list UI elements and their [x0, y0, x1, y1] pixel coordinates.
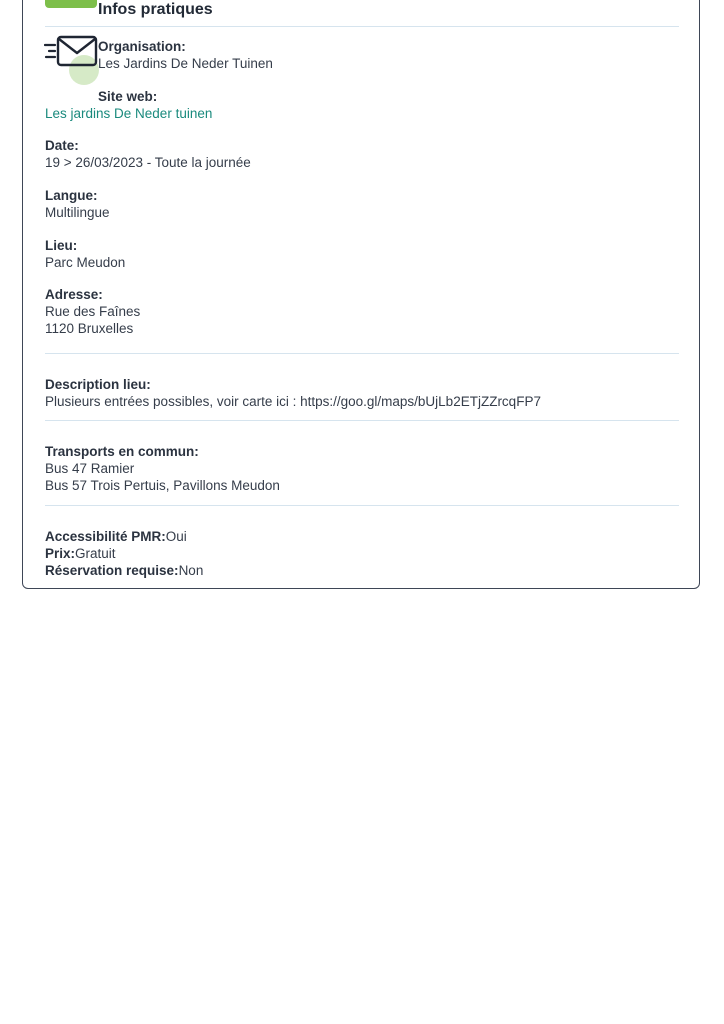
date-label: Date: — [45, 138, 79, 153]
reservation-value: Non — [178, 563, 204, 578]
card-title: Infos pratiques — [98, 1, 213, 18]
price-row — [45, 545, 203, 562]
address-field — [45, 286, 140, 337]
accessibility-row — [45, 528, 203, 545]
place-label: Lieu: — [45, 238, 78, 253]
reservation-row — [45, 562, 203, 579]
section-divider — [45, 353, 679, 354]
language-value: Multilingue — [45, 205, 110, 220]
place-field — [45, 237, 125, 271]
place-description-label: Description lieu: — [45, 377, 151, 392]
website-label-field — [98, 88, 157, 105]
mail-fast-icon[interactable] — [44, 34, 102, 86]
organisation-value: Les Jardins De Neder Tuinen — [98, 56, 273, 71]
date-value: 19 > 26/03/2023 - Toute la journée — [45, 155, 251, 170]
transport-label: Transports en commun: — [45, 444, 199, 459]
price-label: Prix: — [45, 546, 76, 561]
address-line2: 1120 Bruxelles — [45, 321, 134, 336]
organisation-field — [98, 38, 273, 72]
title-divider — [45, 26, 679, 27]
date-field — [45, 137, 251, 171]
accessibility-label: Accessibilité PMR: — [45, 529, 166, 544]
address-label: Adresse: — [45, 287, 103, 302]
price-value: Gratuit — [75, 546, 116, 561]
place-value: Parc Meudon — [45, 255, 126, 270]
transport-line2: Bus 57 Trois Pertuis, Pavillons Meudon — [45, 478, 280, 493]
place-description-field — [45, 376, 541, 410]
website-link[interactable]: Les jardins De Neder tuinen — [45, 106, 213, 121]
organisation-label: Organisation: — [98, 39, 186, 54]
transport-field — [45, 443, 280, 494]
language-field — [45, 187, 110, 221]
section-divider — [45, 505, 679, 506]
extras-field — [45, 528, 203, 579]
address-line1: Rue des Faînes — [45, 304, 141, 319]
website-label: Site web: — [98, 89, 158, 104]
category-tab-accent — [45, 0, 97, 8]
section-divider — [45, 420, 679, 421]
website-link-field — [45, 105, 212, 122]
language-label: Langue: — [45, 188, 98, 203]
accessibility-value: Oui — [165, 529, 187, 544]
place-description-value: Plusieurs entrées possibles, voir carte ici : https://goo.gl/maps/bUjLb2ETjZZrcqFP7 — [45, 394, 541, 409]
reservation-label: Réservation requise: — [45, 563, 179, 578]
transport-line1: Bus 47 Ramier — [45, 461, 135, 476]
